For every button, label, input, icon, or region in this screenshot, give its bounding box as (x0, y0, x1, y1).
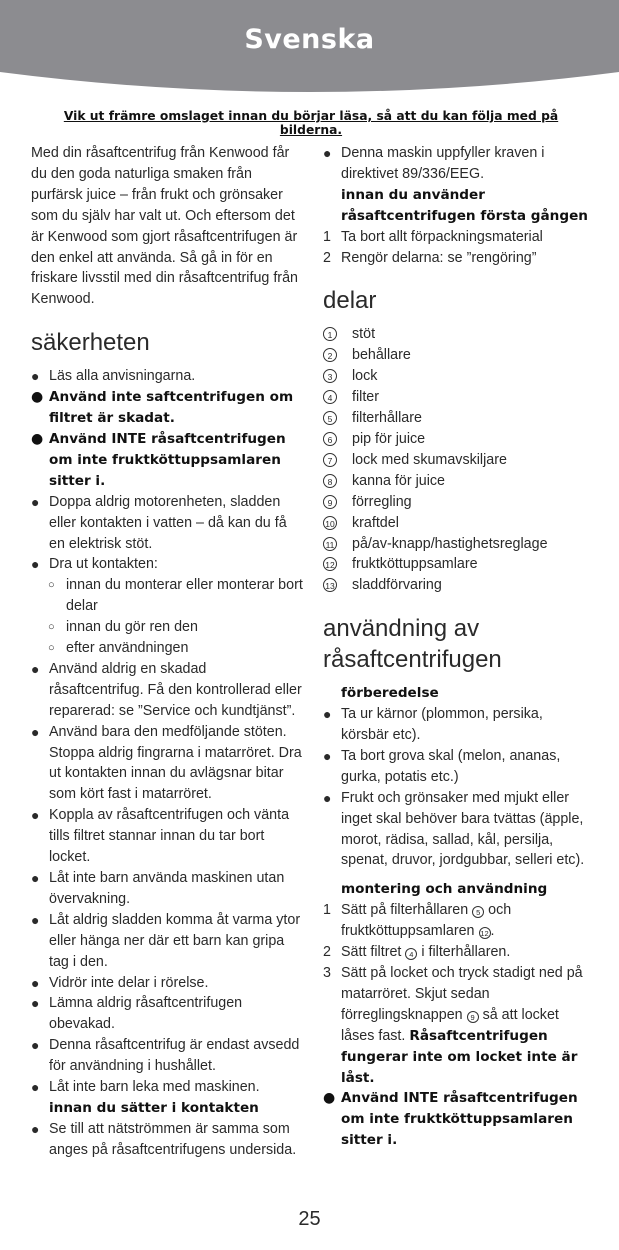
list-item: ● Ta ur kärnor (plommon, persika, körsbär etc). (323, 706, 543, 744)
bullet-icon: ● (323, 1090, 336, 1107)
list-item: ● Använd INTE råsaftcentrifugen om inte fruktköttuppsamlaren sitter i. (31, 430, 286, 489)
part-item: 1 stöt (323, 324, 593, 345)
bullet-icon: ● (31, 974, 40, 991)
step-number: 1 (323, 902, 331, 919)
step-item: 2 Sätt filtret 4 i filterhållaren. (323, 942, 593, 963)
first-use-heading: innan du använder råsaftcentrifugen första gången (341, 186, 588, 224)
bullet-icon: ● (31, 995, 40, 1012)
banner-title: Svenska (244, 24, 375, 55)
plug-heading: innan du sätter i kontakten (49, 1099, 259, 1116)
part-number-badge: 9 (323, 495, 337, 509)
bullet-icon: ● (31, 430, 44, 447)
parts-heading: delar (323, 287, 377, 315)
step-number: 2 (323, 249, 331, 266)
usage-heading: användning av råsaftcentrifugen (323, 615, 502, 674)
list-item: ● Denna maskin uppfyller kraven i direktivet 89/336/EEG. (323, 145, 545, 182)
part-item: 12 fruktköttuppsamlare (323, 554, 593, 575)
list-item: ● Dra ut kontakten: (31, 554, 303, 575)
part-number-badge: 6 (323, 432, 337, 446)
list-item: ● Se till att nätströmmen är samma som anges på råsaftcentrifugens undersida. (31, 1120, 297, 1158)
part-number-badge: 8 (323, 474, 337, 488)
right-column (323, 143, 593, 1151)
list-item: ● Koppla av råsaftcentrifugen och vänta tills filtret stannar innan du tar bort locket. (31, 807, 290, 866)
part-number-badge: 10 (323, 516, 337, 530)
bullet-icon: ● (31, 1079, 40, 1096)
intro-instruction: Vik ut främre omslaget innan du börjar läsa, så att du kan följa med på bilderna. (63, 109, 559, 137)
part-item: 9 förregling (323, 492, 593, 513)
step-number: 3 (323, 965, 331, 981)
bullet-icon: ● (31, 723, 40, 740)
part-item: 5 filterhållare (323, 408, 593, 429)
part-ref-badge: 5 (472, 906, 484, 918)
part-ref-badge: 4 (405, 948, 417, 960)
bullet-icon: ● (31, 807, 40, 824)
bullet-icon: ● (31, 556, 40, 573)
list-item: ● Använd INTE råsaftcentrifugen om inte fruktköttuppsamlaren sitter i. (323, 1090, 578, 1149)
step-item: 1 Sätt på filterhållaren 5 och fruktköttuppsamlaren 12 . (323, 902, 512, 940)
part-item: 6 pip för juice (323, 429, 593, 450)
bullet-icon: ● (31, 911, 40, 928)
part-number-badge: 5 (323, 411, 337, 425)
part-number-badge: 13 (323, 578, 337, 592)
circle-bullet-icon: ○ (48, 621, 55, 634)
prep-heading: förberedelse (341, 685, 439, 702)
part-number-badge: 12 (323, 557, 337, 571)
first-use-list (323, 227, 593, 269)
bullet-icon: ● (323, 145, 332, 161)
safety-heading: säkerheten (31, 329, 150, 357)
part-number-badge: 1 (323, 327, 337, 341)
bullet-icon: ● (31, 660, 40, 677)
list-item: ● Låt inte barn använda maskinen utan övervakning. (31, 870, 285, 907)
list-item: ● Låt aldrig sladden komma åt varma ytor eller hänga ner där ett barn kan gripa tag i den. (31, 911, 301, 970)
part-item: 8 kanna för juice (323, 471, 593, 492)
list-item: ● Frukt och grönsaker med mjukt eller inget skal behöver bara tvättas (äpple, morot, rädisa, sallad, kål, persilja, spenat, druvor, jordgubbar, selleri etc). (323, 789, 585, 869)
part-number-badge: 3 (323, 369, 337, 383)
assembly-heading: montering och användning (341, 881, 548, 898)
list-item: ● Använd inte saftcentrifugen om filtret är skadat. (31, 389, 294, 427)
parts-list (323, 324, 593, 596)
list-item: ● Låt inte barn leka med maskinen. (31, 1077, 303, 1098)
part-number-badge: 4 (323, 390, 337, 404)
part-item: 2 behållare (323, 345, 593, 366)
bullet-icon: ● (31, 389, 44, 406)
part-number-badge: 7 (323, 453, 337, 467)
bullet-icon: ● (31, 493, 40, 510)
part-item: 3 lock (323, 366, 593, 387)
list-item: ● Denna råsaftcentrifug är endast avsedd för användning i hushållet. (31, 1037, 300, 1075)
part-number-badge: 2 (323, 348, 337, 362)
list-item: ● Använd bara den medföljande stöten. Stoppa aldrig fingrarna i matarröret. Dra ut kontakten innan du avlägsnar bitar som kört fast i matarröret. (31, 723, 302, 803)
circle-bullet-icon: ○ (48, 579, 55, 592)
sub-list-item: ○ innan du gör ren den (31, 617, 303, 638)
sub-list-item: ○ efter användningen (31, 638, 303, 659)
list-item: ● Doppa aldrig motorenheten, sladden eller kontakten i vatten – då kan du få en elektrisk stöt. (31, 493, 287, 552)
step-item: 2 Rengör delarna: se ”rengöring” (323, 248, 593, 269)
bullet-icon: ● (31, 368, 40, 385)
part-ref-badge: 9 (467, 1011, 479, 1023)
step-item: 1 Ta bort allt förpackningsmaterial (323, 227, 593, 248)
step-number: 2 (323, 944, 331, 961)
part-item: 13 sladdförvaring (323, 575, 593, 596)
sub-list-item: ○ innan du monterar eller monterar bort delar (48, 577, 303, 615)
list-item: ● Vidrör inte delar i rörelse. (31, 973, 303, 994)
bullet-icon: ● (323, 706, 332, 723)
circle-bullet-icon: ○ (48, 642, 55, 655)
part-item: 10 kraftdel (323, 513, 593, 534)
part-number-badge: 11 (323, 537, 337, 551)
list-item: ● Använd aldrig en skadad råsaftcentrifug. Få den kontrollerad eller reparerad: se ”Service och kundtjänst”. (31, 660, 302, 719)
part-item: 7 lock med skumavskiljare (323, 450, 593, 471)
bullet-icon: ● (323, 789, 332, 806)
part-ref-badge: 12 (480, 929, 489, 939)
list-item: ● Ta bort grova skal (melon, ananas, gurka, potatis etc.) (323, 747, 561, 785)
bullet-icon: ● (31, 1037, 40, 1054)
part-item: 4 filter (323, 387, 593, 408)
list-item: ● Läs alla anvisningarna. (31, 366, 303, 387)
language-banner (0, 0, 619, 96)
intro-paragraph: Med din råsaftcentrifug från Kenwood får du den goda naturliga smaken från purfärsk juice – från frukt och grönsaker som du själv har valt ut. Och eftersom det är Kenwood som gjort råsaftcentrifugen är den enkel att använda. Så gå in för en friskare livsstil med din råsaftcentrifug från Kenwood. (31, 145, 298, 308)
step-item: 3 Sätt på locket och tryck stadigt ned på matarröret. Skjut sedan förreglingsknappen 9 så att locket låses fast. Råsaftcentrifugen fungerar inte om locket inte är låst. (323, 965, 583, 1086)
left-column (31, 143, 303, 1161)
bullet-icon: ● (31, 870, 40, 886)
step-number: 1 (323, 228, 331, 245)
bullet-icon: ● (31, 1120, 40, 1137)
page-number: 25 (298, 1208, 321, 1230)
part-item: 11 på/av-knapp/hastighetsreglage (323, 534, 593, 555)
list-item: ● Lämna aldrig råsaftcentrifugen obevakad. (31, 995, 243, 1033)
bullet-icon: ● (323, 747, 332, 764)
